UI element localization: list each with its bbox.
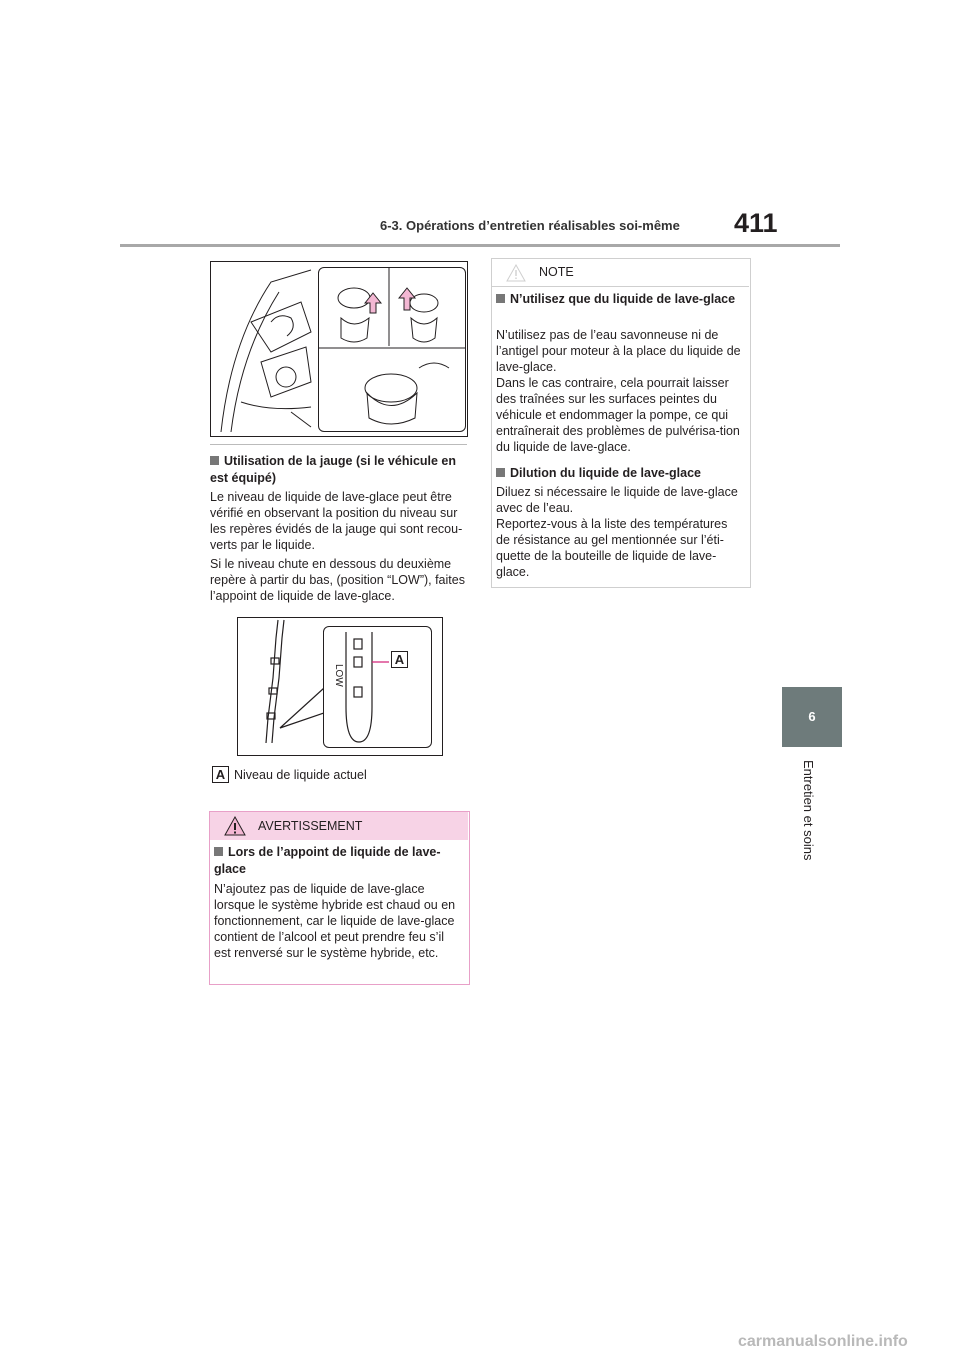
bullet-square-icon xyxy=(496,468,505,477)
warning-heading: Lors de l’appoint de liquide de lave-glace xyxy=(214,845,441,876)
page-number: 411 xyxy=(734,208,778,238)
header-rule xyxy=(120,244,840,247)
note-text-1a: N’utilisez pas de l’eau savonneuse ni de l’antigel pour moteur à la place du liquide de lave-glace. xyxy=(496,328,741,374)
section-title: 6-3. Opérations d’entretien réalisables soi-même xyxy=(380,218,680,233)
callout-a: A xyxy=(391,651,408,668)
warning-title: AVERTISSEMENT xyxy=(258,819,363,833)
gauge-heading: Utilisation de la jauge (si le véhicule en est équipé) xyxy=(210,454,457,485)
reservoir-cap-inset xyxy=(318,267,466,432)
chapter-label: Entretien et soins xyxy=(801,760,816,861)
note-title: NOTE xyxy=(539,265,574,279)
chapter-tab[interactable]: 6 xyxy=(782,687,842,747)
dipstick-zoom-inset xyxy=(323,626,432,748)
legend-letter: A xyxy=(212,766,229,783)
bullet-square-icon xyxy=(214,847,223,856)
note-header xyxy=(492,259,749,287)
arrow-icon xyxy=(365,293,381,313)
gauge-paragraph-1: Le niveau de liquide de lave-glace peut être vérifié en observant la position du niveau sur les repères évidés de la jauge qui sont recou-verts par le liquide. xyxy=(210,490,463,552)
warning-text: N’ajoutez pas de liquide de lave-glace lorsque le système hybride est chaud ou en fonctionnement, car le liquide de lave-glace contient de l’alcool et peut prendre feu s’il est renversé sur le système hybride, etc. xyxy=(214,882,456,960)
warning-triangle-icon xyxy=(224,816,246,836)
bullet-square-icon xyxy=(210,456,219,465)
watermark: carmanualsonline.info xyxy=(738,1333,908,1350)
note-heading-2: Dilution du liquide de lave-glace xyxy=(496,465,744,482)
low-mark-label: LOW xyxy=(333,664,344,687)
reservoir-cap-drawing xyxy=(319,268,465,431)
arrow-icon xyxy=(399,288,415,310)
caution-triangle-icon xyxy=(506,264,526,282)
note-heading-1: N’utilisez que du liquide de lave-glace xyxy=(496,291,744,308)
note-text-2b: Reportez-vous à la liste des températures de résistance au gel mentionnée sur l’éti-quette de la bouteille de liquide de lave-glace. xyxy=(496,517,728,579)
bullet-square-icon xyxy=(496,294,505,303)
note-text-2a: Diluez si nécessaire le liquide de lave-glace avec de l’eau. xyxy=(496,485,738,515)
warning-header xyxy=(210,812,468,840)
note-text-1b: Dans le cas contraire, cela pourrait laisser des traînées sur les surfaces peintes du véhicule et endommager la pompe, ce qui entraînerait des problèmes de pulvérisa-tion du liquide de lave-glace. xyxy=(496,376,740,454)
figure-legend xyxy=(212,766,367,783)
legend-text: Niveau de liquide actuel xyxy=(234,767,367,782)
gauge-paragraph-2: Si le niveau chute en dessous du deuxième repère à partir du bas, (position “LOW”), faites l’appoint de liquide de lave-glace. xyxy=(210,557,465,603)
dipstick-zoom-drawing xyxy=(324,627,431,747)
separator-line xyxy=(210,444,467,445)
